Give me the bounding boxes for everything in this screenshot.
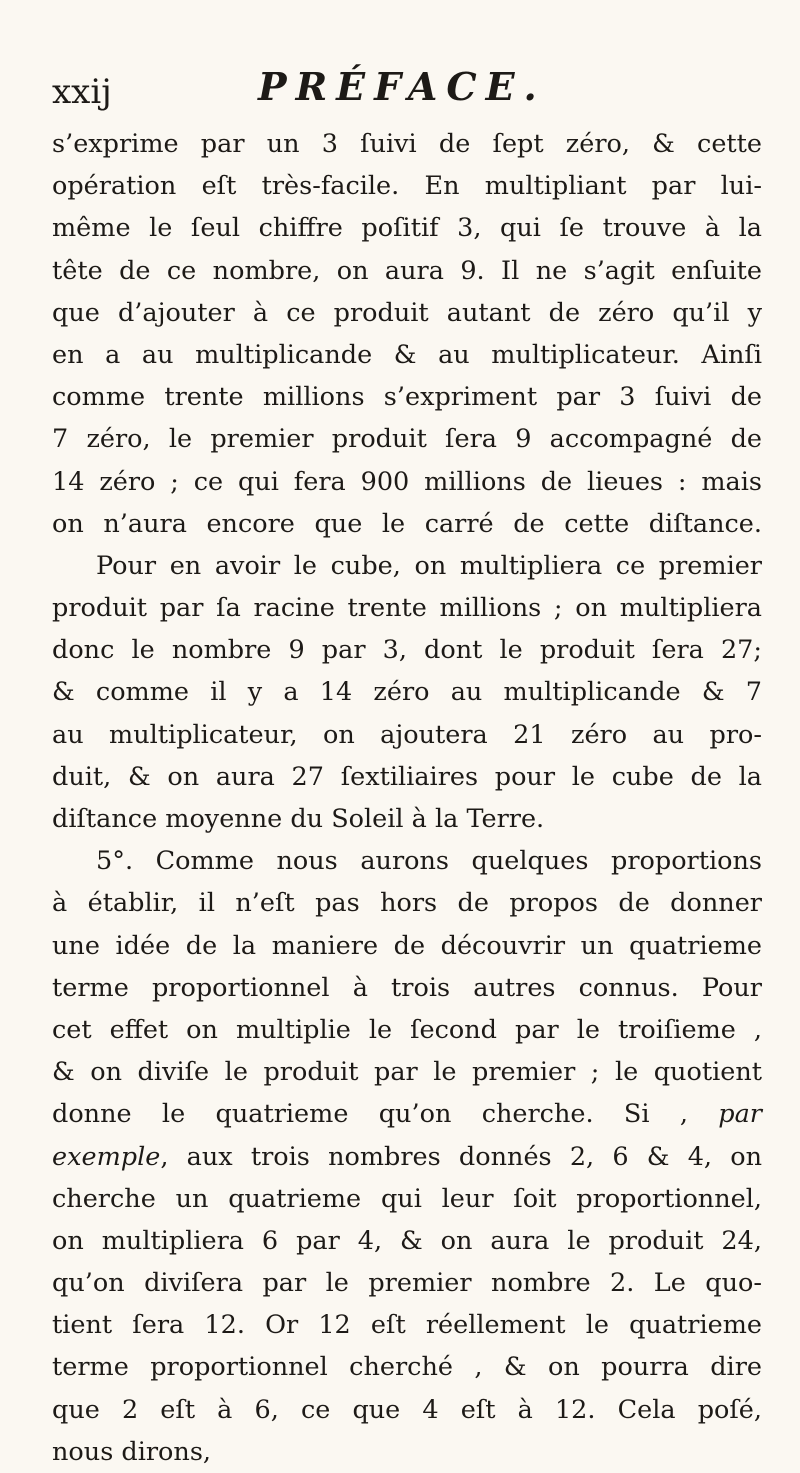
running-title: PRÉFACE. — [258, 64, 546, 109]
text-line — [52, 1136, 762, 1178]
text-line: duit, & on aura 27 ſextiliaires pour le cube de la — [52, 761, 762, 792]
text-line: à établir, il n’eſt pas hors de propos de donner — [52, 888, 762, 919]
text-line: opération eſt très-facile. En multipliant par lui- — [52, 171, 762, 202]
text-line: que 2 eſt à 6, ce que 4 eſt à 12. Cela poſé, — [52, 1394, 762, 1425]
text-line: tête de ce nombre, on aura 9. Il ne s’agit enſuite — [52, 255, 762, 286]
text-segment: , aux trois nombres donnés 2, 6 & 4, on — [160, 1141, 762, 1172]
text-line: en a au multiplicande & au multiplicateur. Ainſi — [52, 339, 762, 370]
text-line: cherche un quatrieme qui leur ſoit proportionnel, — [52, 1183, 762, 1214]
text-line: une idée de la maniere de découvrir un quatrieme — [52, 930, 762, 961]
page-number: xxij — [52, 72, 112, 112]
text-line — [52, 1093, 762, 1135]
text-line: comme trente millions s’expriment par 3 ſuivi de — [52, 382, 762, 413]
text-line: donc le nombre 9 par 3, dont le produit ſera 27; — [52, 635, 762, 666]
text-line: même le ſeul chiffre poſitif 3, qui ſe trouve à la — [52, 213, 762, 244]
text-line: & on diviſe le produit par le premier ; le quotient — [52, 1057, 762, 1088]
text-line: tient ſera 12. Or 12 eſt réellement le quatrieme — [52, 1310, 762, 1341]
italic-text: exemple — [52, 1141, 161, 1172]
italic-text: par — [718, 1099, 762, 1130]
text-line: on n’aura encore que le carré de cette diſtance. — [52, 508, 762, 539]
body-text — [52, 123, 762, 1473]
text-line: 7 zéro, le premier produit ſera 9 accompagné de — [52, 424, 762, 455]
text-line: on multipliera 6 par 4, & on aura le produit 24, — [52, 1225, 762, 1256]
text-line: diſtance moyenne du Soleil à la Terre. — [52, 804, 545, 834]
page-header — [0, 60, 800, 120]
text-line: 5°. Comme nous aurons quelques proportions — [96, 846, 762, 877]
text-line: & comme il y a 14 zéro au multiplicande & 7 — [52, 677, 762, 708]
text-line: terme proportionnel à trois autres connus. Pour — [52, 972, 762, 1003]
text-line: nous dirons, — [52, 1436, 212, 1467]
text-line: produit par ſa racine trente millions ; on multipliera — [52, 593, 762, 624]
text-line: que d’ajouter à ce produit autant de zéro qu’il y — [52, 297, 762, 328]
text-line: Pour en avoir le cube, on multipliera ce premier — [96, 550, 762, 581]
text-line: qu’on diviſera par le premier nombre 2. Le quo- — [52, 1268, 762, 1299]
text-segment: donne le quatrieme qu’on cherche. Si , — [52, 1099, 719, 1130]
text-line: terme proportionnel cherché , & on pourra dire — [52, 1352, 762, 1383]
text-line: cet effet on multiplie le ſecond par le troiſieme , — [52, 1014, 762, 1045]
text-line: 14 zéro ; ce qui fera 900 millions de lieues : mais — [52, 466, 762, 497]
text-line: s’exprime par un 3 ſuivi de ſept zéro, & cette — [52, 129, 762, 159]
text-line: au multiplicateur, on ajoutera 21 zéro au pro- — [52, 719, 762, 750]
